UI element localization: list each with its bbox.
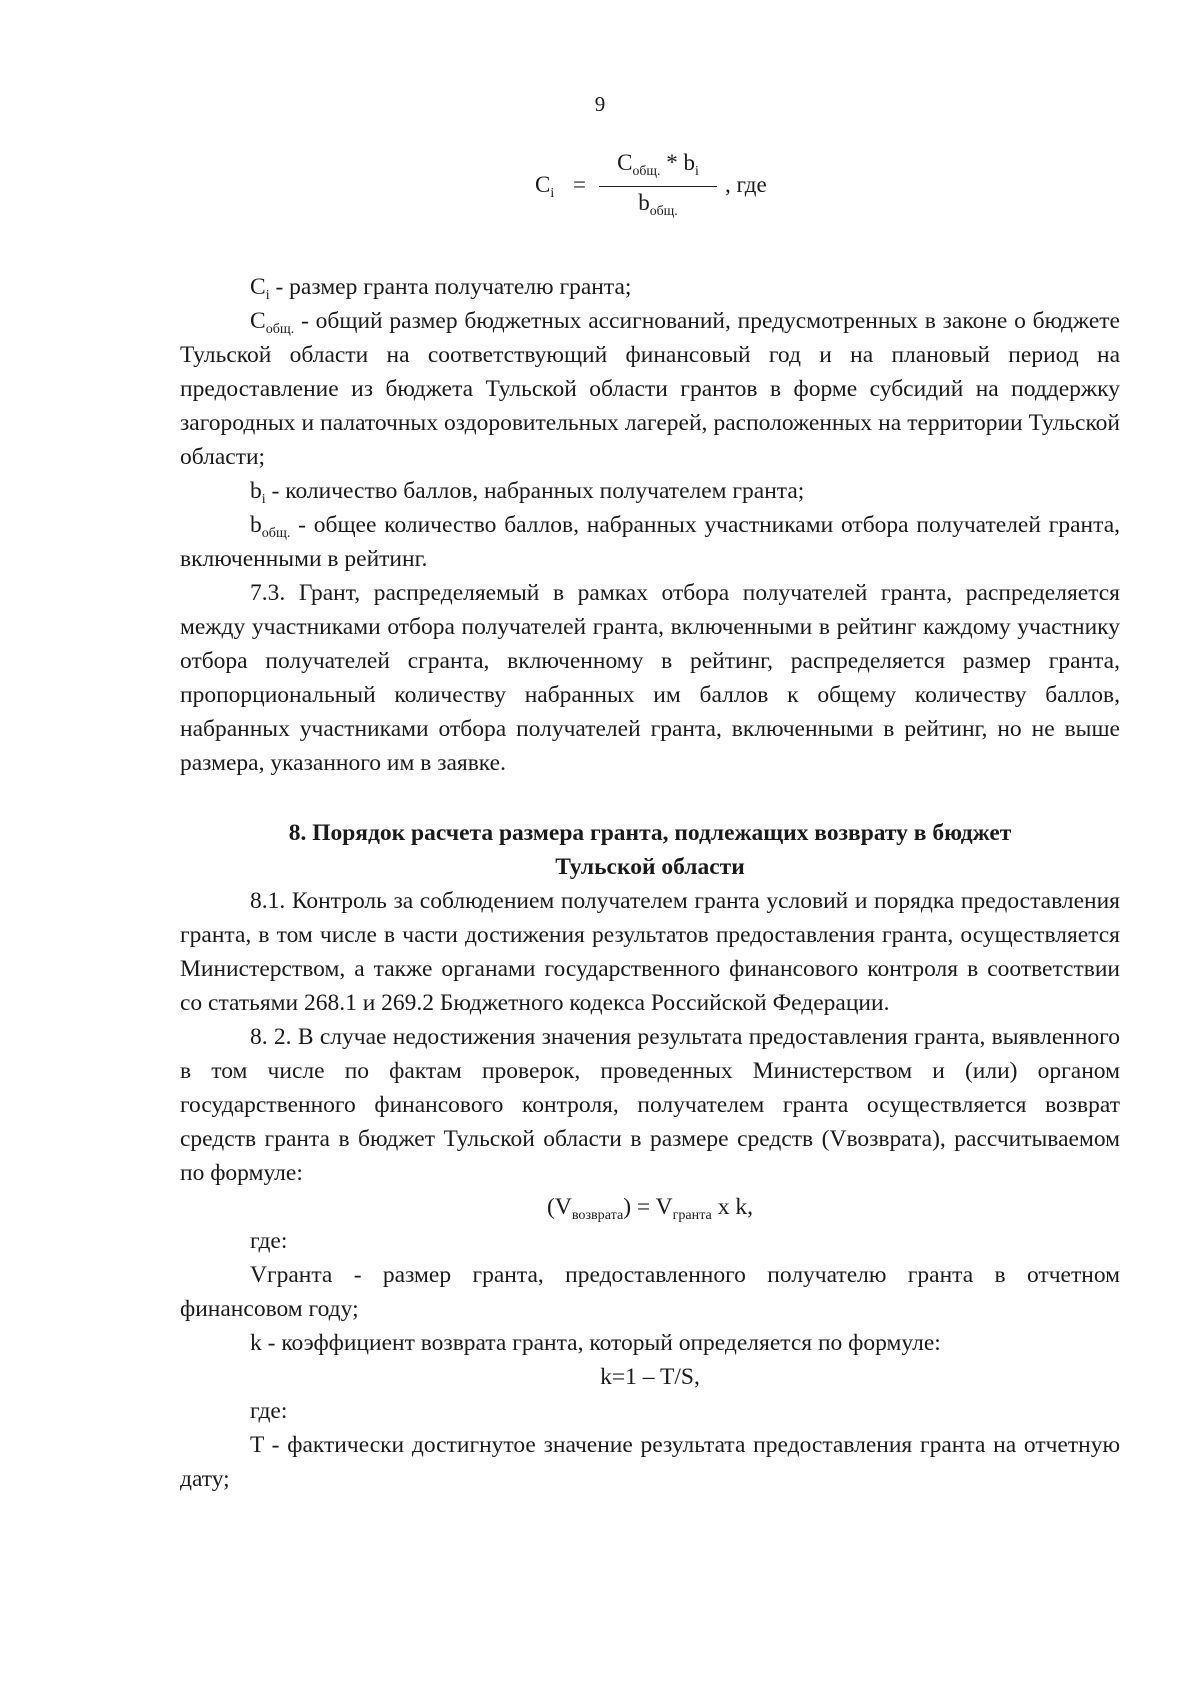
where-label-1: где: [250, 1228, 288, 1254]
where-label-2: где: [250, 1398, 288, 1424]
def-bobsh [180, 508, 1120, 576]
numerator-operator: * b [660, 150, 695, 175]
page-number: 9 [594, 92, 606, 116]
coefficient-formula: k=1 – T/S, [600, 1364, 700, 1390]
fraction-bar [599, 186, 717, 187]
section-8-heading-line2: Тульской области [555, 854, 745, 880]
formula-lhs-subscript: i [550, 184, 555, 200]
document-body [180, 270, 1120, 1496]
grant-size-formula [535, 150, 775, 230]
section-8-heading-line1: 8. Порядок расчета размера гранта, подлежащих возврату в бюджет [288, 820, 1012, 846]
formula-numerator [597, 150, 719, 176]
formula-lhs [535, 172, 554, 198]
def-cobsh [180, 304, 1120, 474]
def-k: k - коэффициент возврата гранта, который определяется по формуле: [250, 1330, 941, 1356]
refund-formula-tail: x k, [711, 1194, 753, 1220]
def-ci-subscript: i [265, 286, 270, 303]
formula-equals: = [573, 172, 586, 197]
def-bobsh-symbol: b [250, 512, 262, 538]
denominator-symbol: b [638, 190, 650, 215]
paragraph-8-2: 8. 2. В случае недостижения значения результата предоставления гранта, выявленного в том числе по фактам проверок, проведенных Министерством и (или) органом государственного финансового контроля, получателем гранта осуществляется возврат средств гранта в бюджет Тульской области в размере средств (Vвозврата), рассчитываемом по формуле: [180, 1024, 1120, 1186]
def-bobsh-text: - общее количество баллов, набранных участниками отбора получателей гранта, включенными в рейтинг. [180, 512, 1120, 572]
def-ci-text: - размер гранта получателю гранта; [269, 274, 632, 300]
def-cobsh-symbol: C [250, 308, 266, 334]
def-bi-subscript: i [261, 490, 266, 507]
formula-where: , где [725, 172, 767, 197]
def-bi-text: - количество баллов, набранных получателем гранта; [265, 478, 805, 504]
def-cobsh-text: - общий размер бюджетных ассигнований, предусмотренных в законе о бюджете Тульской области на соответствующий финансовый год и на плановый период на предоставление из бюджета Тульской области грантов в форме субсидий на поддержку загородных и палаточных оздоровительных лагерей, расположенных на территории Тульской области; [180, 308, 1120, 470]
def-ci-symbol: C [250, 274, 266, 300]
def-vgranta: Vгранта - размер гранта, предоставленного получателю гранта в отчетном финансовом году; [180, 1262, 1120, 1322]
refund-formula-sub1: возврата [571, 1206, 624, 1223]
def-bobsh-subscript: общ. [261, 524, 291, 541]
numerator-symbol: C [617, 150, 633, 175]
refund-formula-sub2: гранта [672, 1206, 712, 1223]
def-cobsh-subscript: общ. [265, 320, 295, 337]
paragraph-7-3: 7.3. Грант, распределяемый в рамках отбора получателей гранта, распределяется между участниками отбора получателей гранта, включенными в рейтинг каждому участнику отбора получателей сгранта, включенному в рейтинг, распределяется размер гранта, пропорциональный количеству набранных им баллов к общему количеству баллов, набранных участниками отбора получателей гранта, включенными в рейтинг, но не выше размера, указанного им в заявке. [180, 580, 1120, 776]
def-bi [180, 474, 1120, 508]
def-bi-symbol: b [250, 478, 262, 504]
denominator-subscript: общ. [649, 202, 678, 218]
paragraph-8-1: 8.1. Контроль за соблюдением получателем гранта условий и порядка предоставления гранта, в том числе в части достижения результатов предоставления гранта, осуществляется Министерством, а также органами государственного финансового контроля в соответствии со статьями 268.1 и 269.2 Бюджетного кодекса Российской Федерации. [180, 888, 1120, 1016]
formula-lhs-symbol: C [535, 172, 551, 197]
def-ci [180, 270, 1120, 304]
refund-formula-mid: ) = V [623, 1194, 673, 1220]
numerator-operator-subscript: i [695, 162, 699, 178]
formula-denominator [597, 190, 719, 216]
section-8-heading [180, 816, 1120, 884]
numerator-subscript: общ. [632, 162, 661, 178]
refund-formula [180, 1190, 1120, 1224]
def-t: T - фактически достигнутое значение результата предоставления гранта на отчетную дату; [180, 1432, 1120, 1492]
refund-formula-open: (V [547, 1194, 572, 1220]
